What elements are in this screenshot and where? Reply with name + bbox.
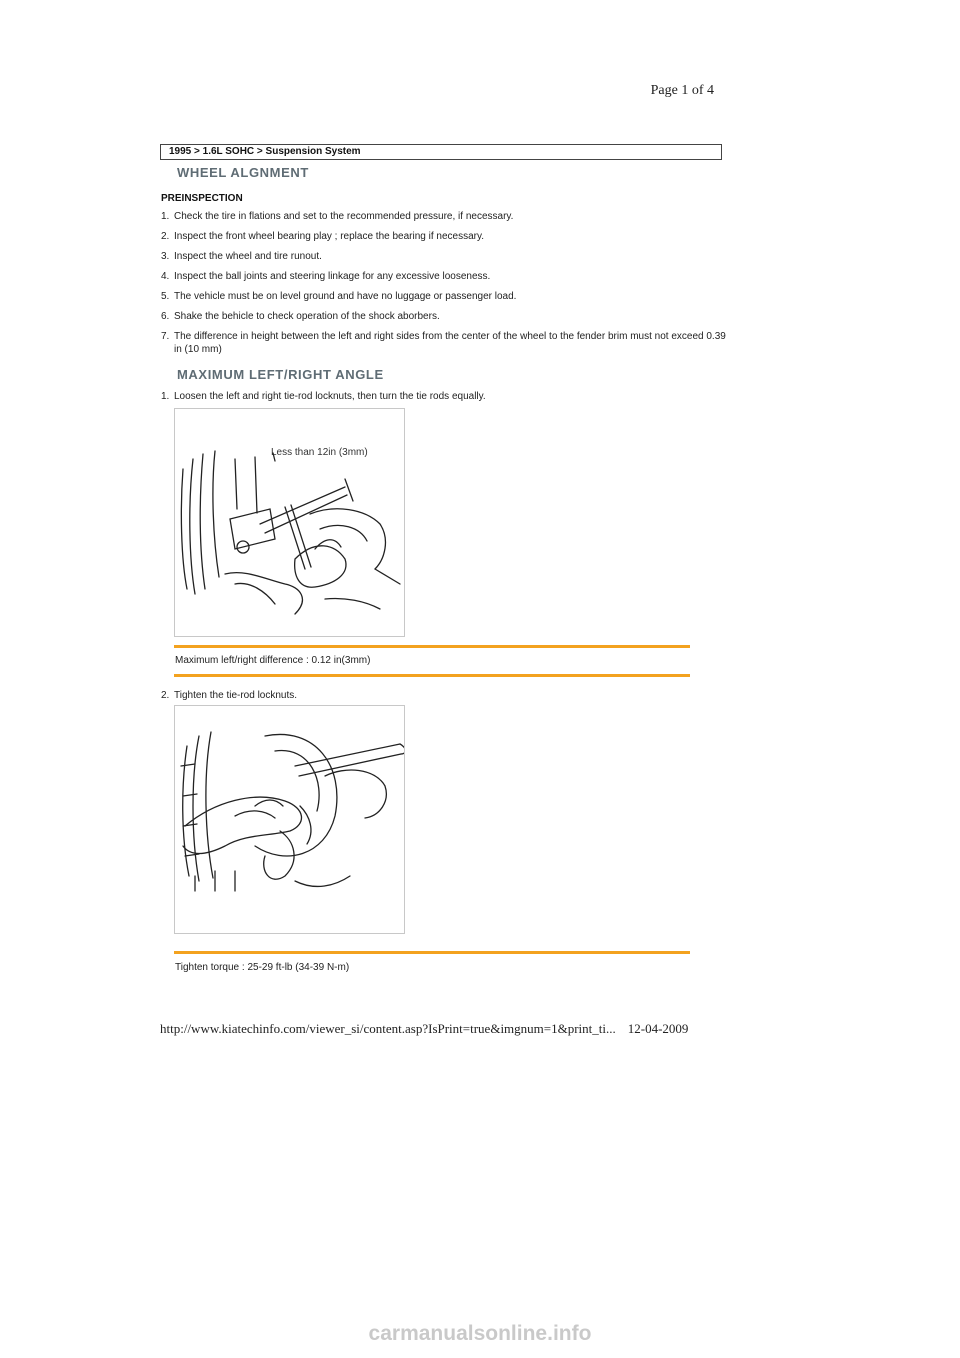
list-item: 5. The vehicle must be on level ground and have no luggage or passenger load.: [161, 291, 517, 302]
footer-url: http://www.kiatechinfo.com/viewer_si/content.asp?IsPrint=true&imgnum=1&print_ti...: [160, 1021, 616, 1036]
list-item: 3. Inspect the wheel and tire runout.: [161, 251, 322, 262]
page-number: Page 1 of 4: [650, 83, 714, 98]
spec-tighten-torque: Tighten torque : 25-29 ft-lb (34-39 N-m): [175, 962, 350, 973]
list-item: 2. Tighten the tie-rod locknuts.: [161, 690, 298, 701]
breadcrumb: 1995 > 1.6L SOHC > Suspension System: [160, 144, 722, 160]
tie-rod-measurement-illustration: [174, 408, 405, 637]
footer-date: 12-04-2009: [627, 1021, 689, 1036]
torque-divider: [174, 951, 690, 954]
footer: [160, 1021, 688, 1037]
list-item: 1. Loosen the left and right tie-rod locknuts, then turn the tie rods equally.: [161, 391, 486, 402]
list-item: 4. Inspect the ball joints and steering linkage for any excessive looseness.: [161, 271, 491, 282]
watermark: carmanualsonline.info: [368, 1322, 592, 1345]
preinspection-steps: [161, 210, 726, 356]
spec-max-difference: Maximum left/right difference : 0.12 in(3mm): [175, 655, 371, 666]
list-item: 7. The difference in height between the left and right sides from the center of the wheel to the fender brim must not exceed 0.39 in (10 mm): [161, 331, 726, 355]
figure-label: Less than 12in (3mm): [271, 447, 368, 458]
list-item: 6. Shake the behicle to check operation of the shock aborbers.: [161, 311, 440, 322]
max-angle-step-1: [161, 390, 726, 403]
subheading-preinspection: PREINSPECTION: [161, 193, 243, 204]
list-item: 2. Inspect the front wheel bearing play ; replace the bearing if necessary.: [161, 231, 484, 242]
tighten-locknut-illustration: [174, 705, 405, 934]
section-title-max-left-right-angle: MAXIMUM LEFT/RIGHT ANGLE: [177, 367, 384, 382]
list-item: 1. Check the tire in flations and set to the recommended pressure, if necessary.: [161, 211, 514, 222]
max-angle-step-2: [161, 689, 726, 702]
spec-divider-top: [174, 645, 690, 648]
section-title-wheel-alignment: WHEEL ALGNMENT: [177, 165, 309, 180]
spec-divider-bottom: [174, 674, 690, 677]
